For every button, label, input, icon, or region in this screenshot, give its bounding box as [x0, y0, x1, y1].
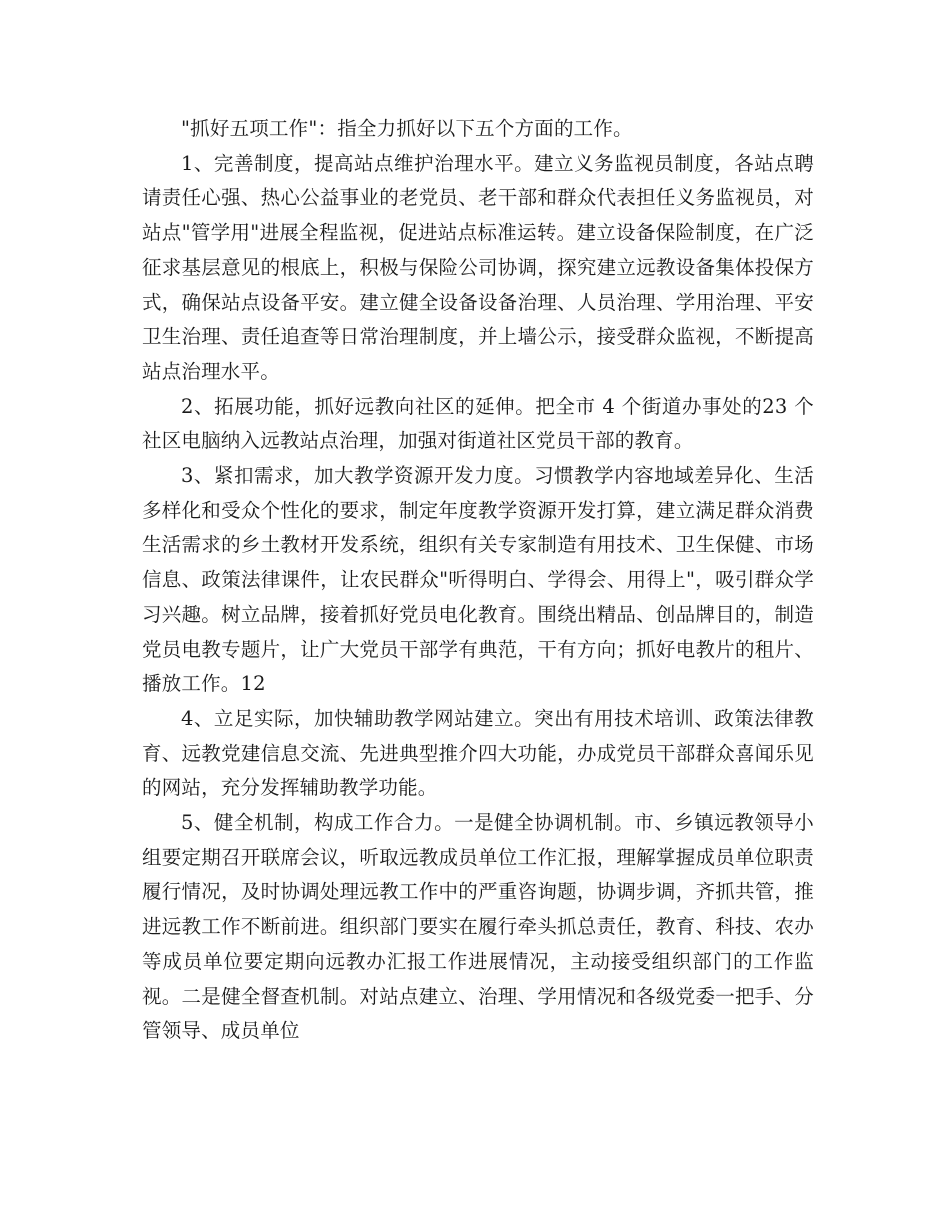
paragraph-item-5: 5、健全机制，构成工作合力。一是健全协调机制。市、乡镇远教领导小组要定期召开联席会议，听取远教成员单位工作汇报，理解掌握成员单位职责履行情况，及时协调处理远教工作中的严重咨询题，协调步调，齐抓共管，推进远教工作不断前进。组织部门要实在履行牵头抓总责任，教育、科技、农办等成员单位要定期向远教办汇报工作进展情况，主动接受组织部门的工作监视。二是健全督查机制。对站点建立、治理、学用情况和各级党委一把手、分管领导、成员单位 [142, 811, 814, 1043]
paragraph-item-4: 4、立足实际，加快辅助教学网站建立。突出有用技术培训、政策法律教育、远教党建信息交流、先进典型推介四大功能，办成党员干部群众喜闻乐见的网站，充分发挥辅助教学功能。 [142, 706, 814, 800]
paragraph-item-1: 1、完善制度，提高站点维护治理水平。建立义务监视员制度，各站点聘请责任心强、热心公益事业的老党员、老干部和群众代表担任义务监视员，对站点"管学用"进展全程监视，促进站点标准运转。建立设备保险制度，在广泛征求基层意见的根底上，积极与保险公司协调，探究建立远教设备集体投保方式，确保站点设备平安。建立健全设备设备治理、人员治理、学用治理、平安卫生治理、责任追查等日常治理制度，并上墙公示，接受群众监视，不断提高站点治理水平。 [142, 151, 814, 383]
document-body [142, 112, 814, 1049]
paragraph-intro: "抓好五项工作"：指全力抓好以下五个方面的工作。 [181, 117, 633, 140]
paragraph-item-3: 3、紧扣需求，加大教学资源开发力度。习惯教学内容地域差异化、生活多样化和受众个性化的要求，制定年度教学资源开发打算，建立满足群众消费生活需求的乡土教材开发系统，组织有关专家制造有用技术、卫生保健、市场信息、政策法律课件，让农民群众"听得明白、学得会、用得上"，吸引群众学习兴趣。树立品牌，接着抓好党员电化教育。围绕出精品、创品牌目的，制造党员电教专题片，让广大党员干部学有典范，干有方向；抓好电教片的租片、播放工作。12 [142, 464, 814, 696]
paragraph-item-2: 2、拓展功能，抓好远教向社区的延伸。把全市 4 个街道办事处的23 个社区电脑纳入远教站点治理，加强对街道社区党员干部的教育。 [142, 394, 814, 453]
